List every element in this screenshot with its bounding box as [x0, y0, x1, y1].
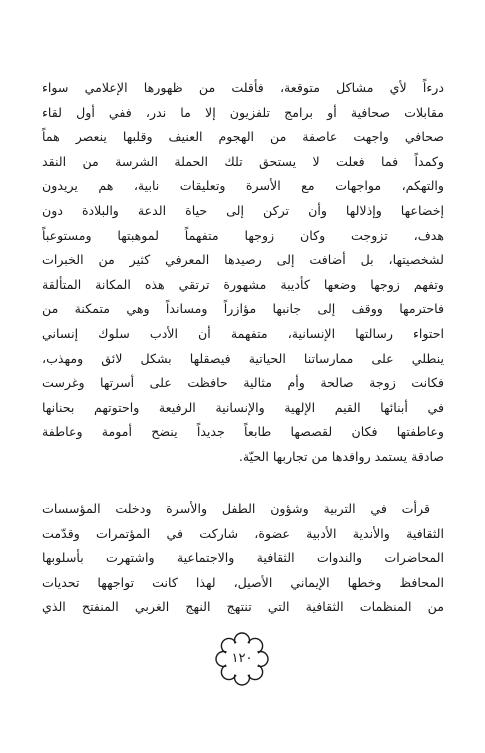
page-number: ١٢٠	[231, 651, 253, 666]
text-line: وكمداً فما فعلت لا يستحق تلك الحملة الشرسة من النقد	[42, 153, 444, 169]
text-line: والتهكم، مواجهات مع الأسرة وتعليقات نابية، هم يريدون	[42, 178, 444, 194]
text-line: فاحترمها ووقف إلى جانبها مؤازراً ومسانداً وهي متمكنة من	[42, 301, 444, 317]
text-line: المحافظ وخطها الإيماني الأصيل، لهذا كانت تواجهها تحديات	[42, 574, 444, 590]
text-line: إخضاعها وإذلالها وأن تركن إلى حياة الدعة والبلادة دون	[42, 202, 444, 218]
text-line: قرأت في التربية وشؤون الطفل والأسرة ودخلت المؤسسات	[42, 501, 430, 516]
paragraph-1	[42, 76, 444, 470]
text-line: الثقافية والأندية الأدبية عضوة، شاركت في المؤتمرات وقدّمت	[42, 525, 444, 541]
text-line: وعاطفتها فكان لقصصها طابعاً جديداً ينضح أمومة وعاطفة	[42, 424, 444, 440]
text-line: صادقة يستمد روافدها من تجاربها الحيّة.	[238, 448, 444, 464]
text-line: فكانت زوجة صالحة وأم مثالية حافظت على أسرتها وغرست	[42, 375, 444, 391]
text-line: درءاً لأي مشاكل متوقعة، فأقلت من ظهورها الإعلامي سواء	[42, 80, 444, 95]
text-line: وتفهم زوجها وضعها كأديبة مشهورة ترتقي هذه المكانة المتألقة	[42, 276, 444, 292]
text-line: صحافي واجهت عاصفة من الهجوم العنيف وقلبها ينعصر هماً	[42, 129, 444, 145]
text-line: من المنظمات الثقافية التي تنتهج النهج الغربي المنفتح الذي	[42, 599, 444, 615]
text-line: مقابلات صحافية أو برامج تلفزيون إلا ما ندر، ففي أول لقاء	[42, 104, 444, 120]
text-line: احتواء رسالتها الإنسانية، متفهمة أن الأدب سلوك إنساني	[42, 325, 444, 341]
paragraph-2	[42, 497, 444, 620]
text-line: ينطلي على ممارساتنا الحياتية فيصقلها بشكل لائق ومهذب،	[42, 350, 444, 366]
text-line: المحاضرات والندوات الثقافية والاجتماعية واشتهرت بأسلوبها	[42, 550, 444, 566]
text-line: في أبنائها القيم الإلهية والإنسانية الرفيعة واحتوتهم بحنانها	[42, 399, 444, 415]
page-number-ornament	[213, 630, 271, 688]
text-line: لشخصيتها، بل أضافت إلى رصيدها المعرفي كثير من الخبرات	[42, 252, 444, 268]
text-line: هدف، تزوجت وكان زوجها متفهماً لموهبتها ومستوعباً	[42, 227, 444, 243]
